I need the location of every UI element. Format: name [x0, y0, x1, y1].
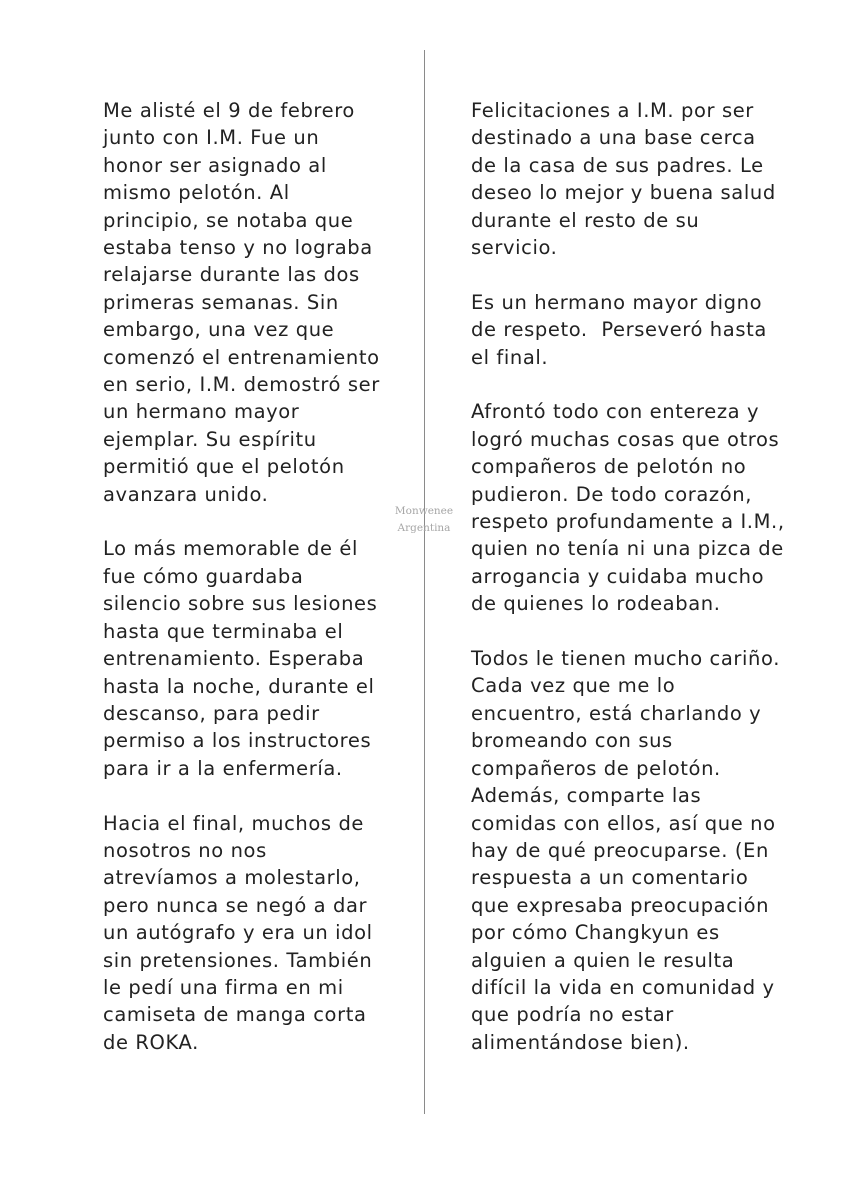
text-line: junto con I.M. Fue un — [103, 126, 320, 150]
column-divider — [424, 50, 425, 1114]
text-line: destinado a una base cerca — [471, 126, 756, 150]
text-line: camiseta de manga corta — [103, 1003, 367, 1027]
text-line: honor ser asignado al — [103, 153, 327, 177]
left-column — [103, 97, 403, 1084]
text-line: que expresaba preocupación — [471, 893, 770, 917]
text-line: bromeando con sus — [471, 729, 673, 753]
text-line: primeras semanas. Sin — [103, 290, 339, 314]
text-line: estaba tenso y no lograba — [103, 236, 373, 260]
text-line: permitió que el pelotón — [103, 455, 345, 479]
text-line: embargo, una vez que — [103, 318, 335, 342]
text-line: respuesta a un comentario — [471, 866, 749, 890]
text-line: hasta la noche, durante el — [103, 674, 375, 698]
right-paragraph-3 — [471, 398, 811, 617]
text-line: Hacia el final, muchos de — [103, 811, 365, 835]
right-paragraph-4 — [471, 645, 811, 1056]
text-line: atrevíamos a molestarlo, — [103, 866, 361, 890]
right-paragraph-1 — [471, 97, 811, 261]
text-line: Cada vez que me lo — [471, 674, 676, 698]
text-line: pudieron. De todo corazón, — [471, 482, 753, 506]
text-line: encuentro, está charlando y — [471, 701, 762, 725]
text-line: alimentándose bien). — [471, 1030, 690, 1054]
left-paragraph-1 — [103, 97, 403, 508]
text-line: nosotros no nos — [103, 838, 267, 862]
text-line: principio, se notaba que — [103, 208, 354, 232]
text-line: silencio sobre sus lesiones — [103, 592, 378, 616]
text-line: fue cómo guardaba — [103, 564, 304, 588]
text-line: Todos le tienen mucho cariño. — [471, 647, 780, 671]
text-line: avanzara unido. — [103, 482, 269, 506]
watermark-line-1: Monwenee — [394, 505, 454, 517]
text-line: hay de qué preocuparse. (En — [471, 838, 769, 862]
text-line: hasta que terminaba el — [103, 619, 344, 643]
text-line: servicio. — [471, 236, 558, 260]
text-line: que podría no estar — [471, 1003, 674, 1027]
text-line: durante el resto de su — [471, 208, 700, 232]
text-line: comenzó el entrenamiento — [103, 345, 380, 369]
text-line: de quienes lo rodeaban. — [471, 592, 721, 616]
text-line: entrenamiento. Esperaba — [103, 647, 365, 671]
text-line: por cómo Changkyun es — [471, 921, 720, 945]
text-line: un autógrafo y era un idol — [103, 921, 373, 945]
text-line: un hermano mayor — [103, 400, 300, 424]
text-line: respeto profundamente a I.M., — [471, 510, 785, 534]
text-line: descanso, para pedir — [103, 701, 320, 725]
text-line: el final. — [471, 345, 549, 369]
text-line: arrogancia y cuidaba mucho — [471, 564, 765, 588]
text-line: sin pretensiones. También — [103, 948, 373, 972]
text-line: Lo más memorable de él — [103, 537, 359, 561]
left-paragraph-3 — [103, 810, 403, 1057]
text-line: de ROKA. — [103, 1030, 199, 1054]
text-line: de la casa de sus padres. Le — [471, 153, 764, 177]
text-line: le pedí una firma en mi — [103, 975, 344, 999]
text-line: de respeto. Perseveró hasta — [471, 318, 767, 342]
right-column — [471, 97, 811, 1084]
watermark-line-2: Argentina — [397, 522, 451, 534]
text-line: difícil la vida en comunidad y — [471, 975, 775, 999]
text-line: compañeros de pelotón. — [471, 756, 721, 780]
text-line: Afrontó todo con entereza y — [471, 400, 760, 424]
text-line: Es un hermano mayor digno — [471, 290, 763, 314]
text-line: para ir a la enfermería. — [103, 756, 343, 780]
text-line: deseo lo mejor y buena salud — [471, 181, 776, 205]
text-line: ejemplar. Su espíritu — [103, 427, 317, 451]
text-line: compañeros de pelotón no — [471, 455, 747, 479]
text-line: comidas con ellos, así que no — [471, 811, 776, 835]
text-line: relajarse durante las dos — [103, 263, 360, 287]
text-line: Me alisté el 9 de febrero — [103, 99, 355, 122]
text-line: logró muchas cosas que otros — [471, 427, 780, 451]
text-line: mismo pelotón. Al — [103, 181, 290, 205]
left-paragraph-2 — [103, 535, 403, 782]
text-line: alguien a quien le resulta — [471, 948, 735, 972]
text-line: Además, comparte las — [471, 784, 702, 808]
right-paragraph-2 — [471, 289, 811, 371]
text-line: Felicitaciones a I.M. por ser — [471, 99, 754, 122]
text-line: en serio, I.M. demostró ser — [103, 373, 380, 397]
text-line: quien no tenía ni una pizca de — [471, 537, 784, 561]
text-line: permiso a los instructores — [103, 729, 372, 753]
text-line: pero nunca se negó a dar — [103, 893, 368, 917]
